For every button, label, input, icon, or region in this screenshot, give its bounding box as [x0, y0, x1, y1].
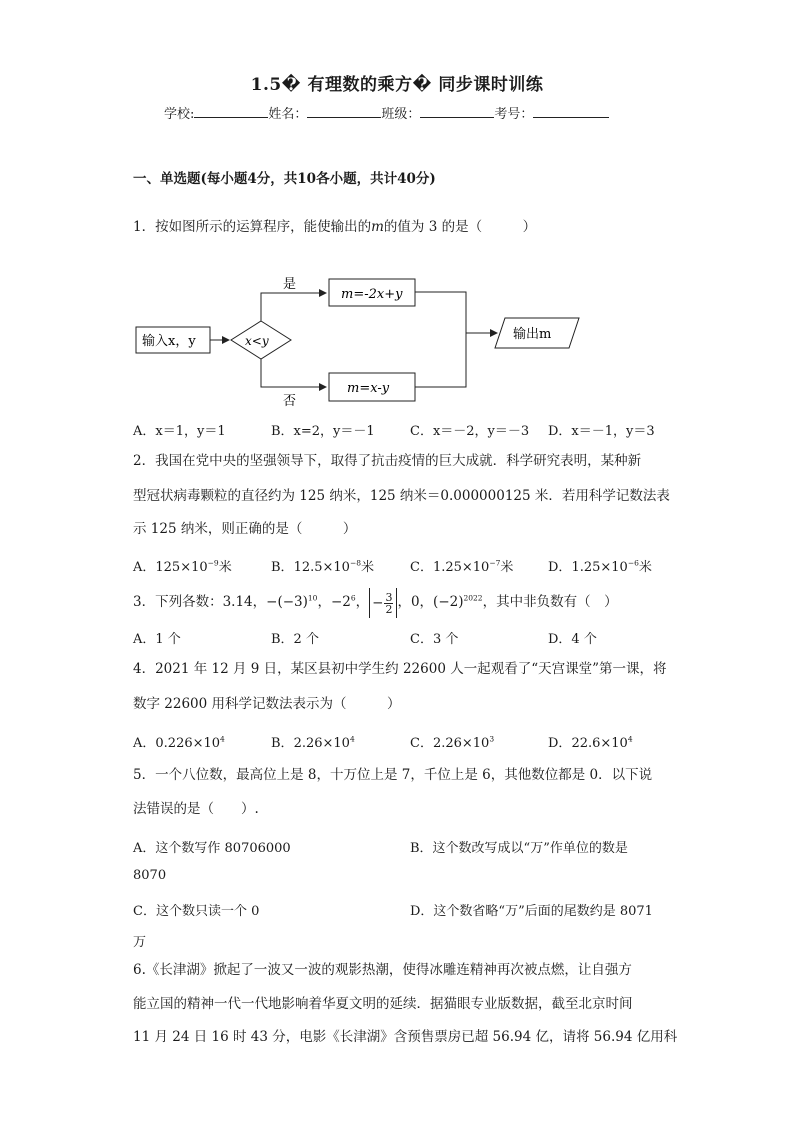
q1-option-c[interactable]: C．x＝－2，y＝－3 [410, 424, 530, 439]
q5-option-b-cont: 8070 [133, 868, 167, 883]
class-label: 班级： [381, 107, 421, 122]
q2-option-a[interactable]: A．$125\times 10^{-9}$米 [133, 558, 232, 575]
flow-output-label: 输出m [513, 327, 552, 342]
q1-option-d[interactable]: D．x＝－1，y＝3 [548, 424, 655, 439]
q5-option-c[interactable]: C．这个数只读一个 0 [133, 904, 260, 919]
question-4-line-1: 4．2021 年 12 月 9 日，某区县初中学生约 22600 人一起观看了“天宫课堂”第一课，将 [133, 661, 667, 677]
q2-option-d[interactable]: D．$1.25\times 10^{-6}$米 [548, 558, 652, 575]
flow-yes-label: 是 [283, 277, 297, 292]
class-blank[interactable] [420, 105, 494, 118]
q5-option-b[interactable]: B．这个数改写成以“万”作单位的数是 [410, 841, 628, 856]
page-title: 1.5� 有理数的乘方� 同步课时训练 [250, 75, 544, 95]
question-3-stem: 3．下列各数：3.14，$-(-3)^{10}$，$-2^6$， − $\frac{3}{2}$ ，0，$(-2)^{2022}$，其中非负数有（ ） [133, 585, 618, 619]
flow-input-label: 输入x，y [142, 334, 196, 349]
absolute-value-fraction: − $\frac{3}{2}$ [369, 588, 397, 618]
flow-condition-label: x<y [245, 334, 269, 348]
flow-yes-formula: m=-2x+y [341, 287, 403, 302]
flow-no-formula: m=x-y [347, 381, 390, 396]
school-label: 学校: [164, 107, 195, 122]
question-6-line-2: 能立国的精神一代一代地影响着华夏文明的延续．据猫眼专业版数据，截至北京时间 [133, 996, 633, 1012]
q4-option-c[interactable]: C．$2.26\times 10^3$ [410, 734, 495, 751]
question-4-line-2: 数字 22600 用科学记数法表示为（ ） [133, 696, 401, 712]
q1-option-b[interactable]: B．x=2，y＝－1 [271, 424, 375, 439]
name-label: 姓名： [268, 107, 308, 122]
q2-option-c[interactable]: C．$1.25\times 10^{-7}$米 [410, 558, 514, 575]
q4-option-b[interactable]: B．$2.26\times 10^4$ [271, 734, 355, 751]
q3-option-b[interactable]: B．2 个 [271, 632, 319, 647]
question-6-line-3: 11 月 24 日 16 时 43 分，电影《长津湖》含预售票房已超 56.94 亿，请将 56.94 亿用科 [133, 1029, 678, 1045]
student-info-line [164, 103, 609, 122]
question-1-stem: 1．按如图所示的运算程序，能使输出的m的值为 3 的是（ ） [133, 219, 537, 235]
q2-option-b[interactable]: B．$12.5\times 10^{-8}$米 [271, 558, 375, 575]
section-heading: 一、单选题(每小题4分，共10各小题，共计40分) [133, 171, 436, 187]
q3-option-d[interactable]: D．4 个 [548, 632, 597, 647]
q1-option-a[interactable]: A．x＝1，y＝1 [133, 424, 226, 439]
exam-no-blank[interactable] [533, 105, 609, 118]
q4-option-a[interactable]: A．$0.226\times 10^4$ [133, 734, 225, 751]
q3-option-a[interactable]: A．1 个 [133, 632, 181, 647]
exam-no-label: 考号： [494, 107, 534, 122]
q3-option-c[interactable]: C．3 个 [410, 632, 459, 647]
question-2-line-1: 2．我国在党中央的坚强领导下，取得了抗击疫情的巨大成就．科学研究表明，某种新 [133, 453, 642, 469]
q5-option-d-cont: 万 [133, 935, 147, 950]
question-5-line-1: 5．一个八位数，最高位上是 8，十万位上是 7，千位上是 6，其他数位都是 0．以下说 [133, 767, 653, 783]
flowchart [133, 270, 583, 415]
school-blank[interactable] [194, 105, 268, 118]
question-2-line-3: 示 125 纳米，则正确的是（ ） [133, 521, 357, 537]
question-5-line-2: 法错误的是（ ）. [133, 801, 259, 817]
q4-option-d[interactable]: D．$22.6\times 10^4$ [548, 734, 633, 751]
flow-no-label: 否 [283, 394, 297, 409]
question-6-line-1: 6.《长津湖》掀起了一波又一波的观影热潮，使得冰雕连精神再次被点燃，让自强方 [133, 962, 632, 978]
name-blank[interactable] [307, 105, 381, 118]
q5-option-a[interactable]: A．这个数写作 80706000 [133, 841, 291, 856]
q5-option-d[interactable]: D．这个数省略“万”后面的尾数约是 8071 [410, 904, 653, 919]
question-2-line-2: 型冠状病毒颗粒的直径约为 125 纳米，125 纳米＝0.000000125 米．若用科学记数法表 [133, 488, 670, 504]
